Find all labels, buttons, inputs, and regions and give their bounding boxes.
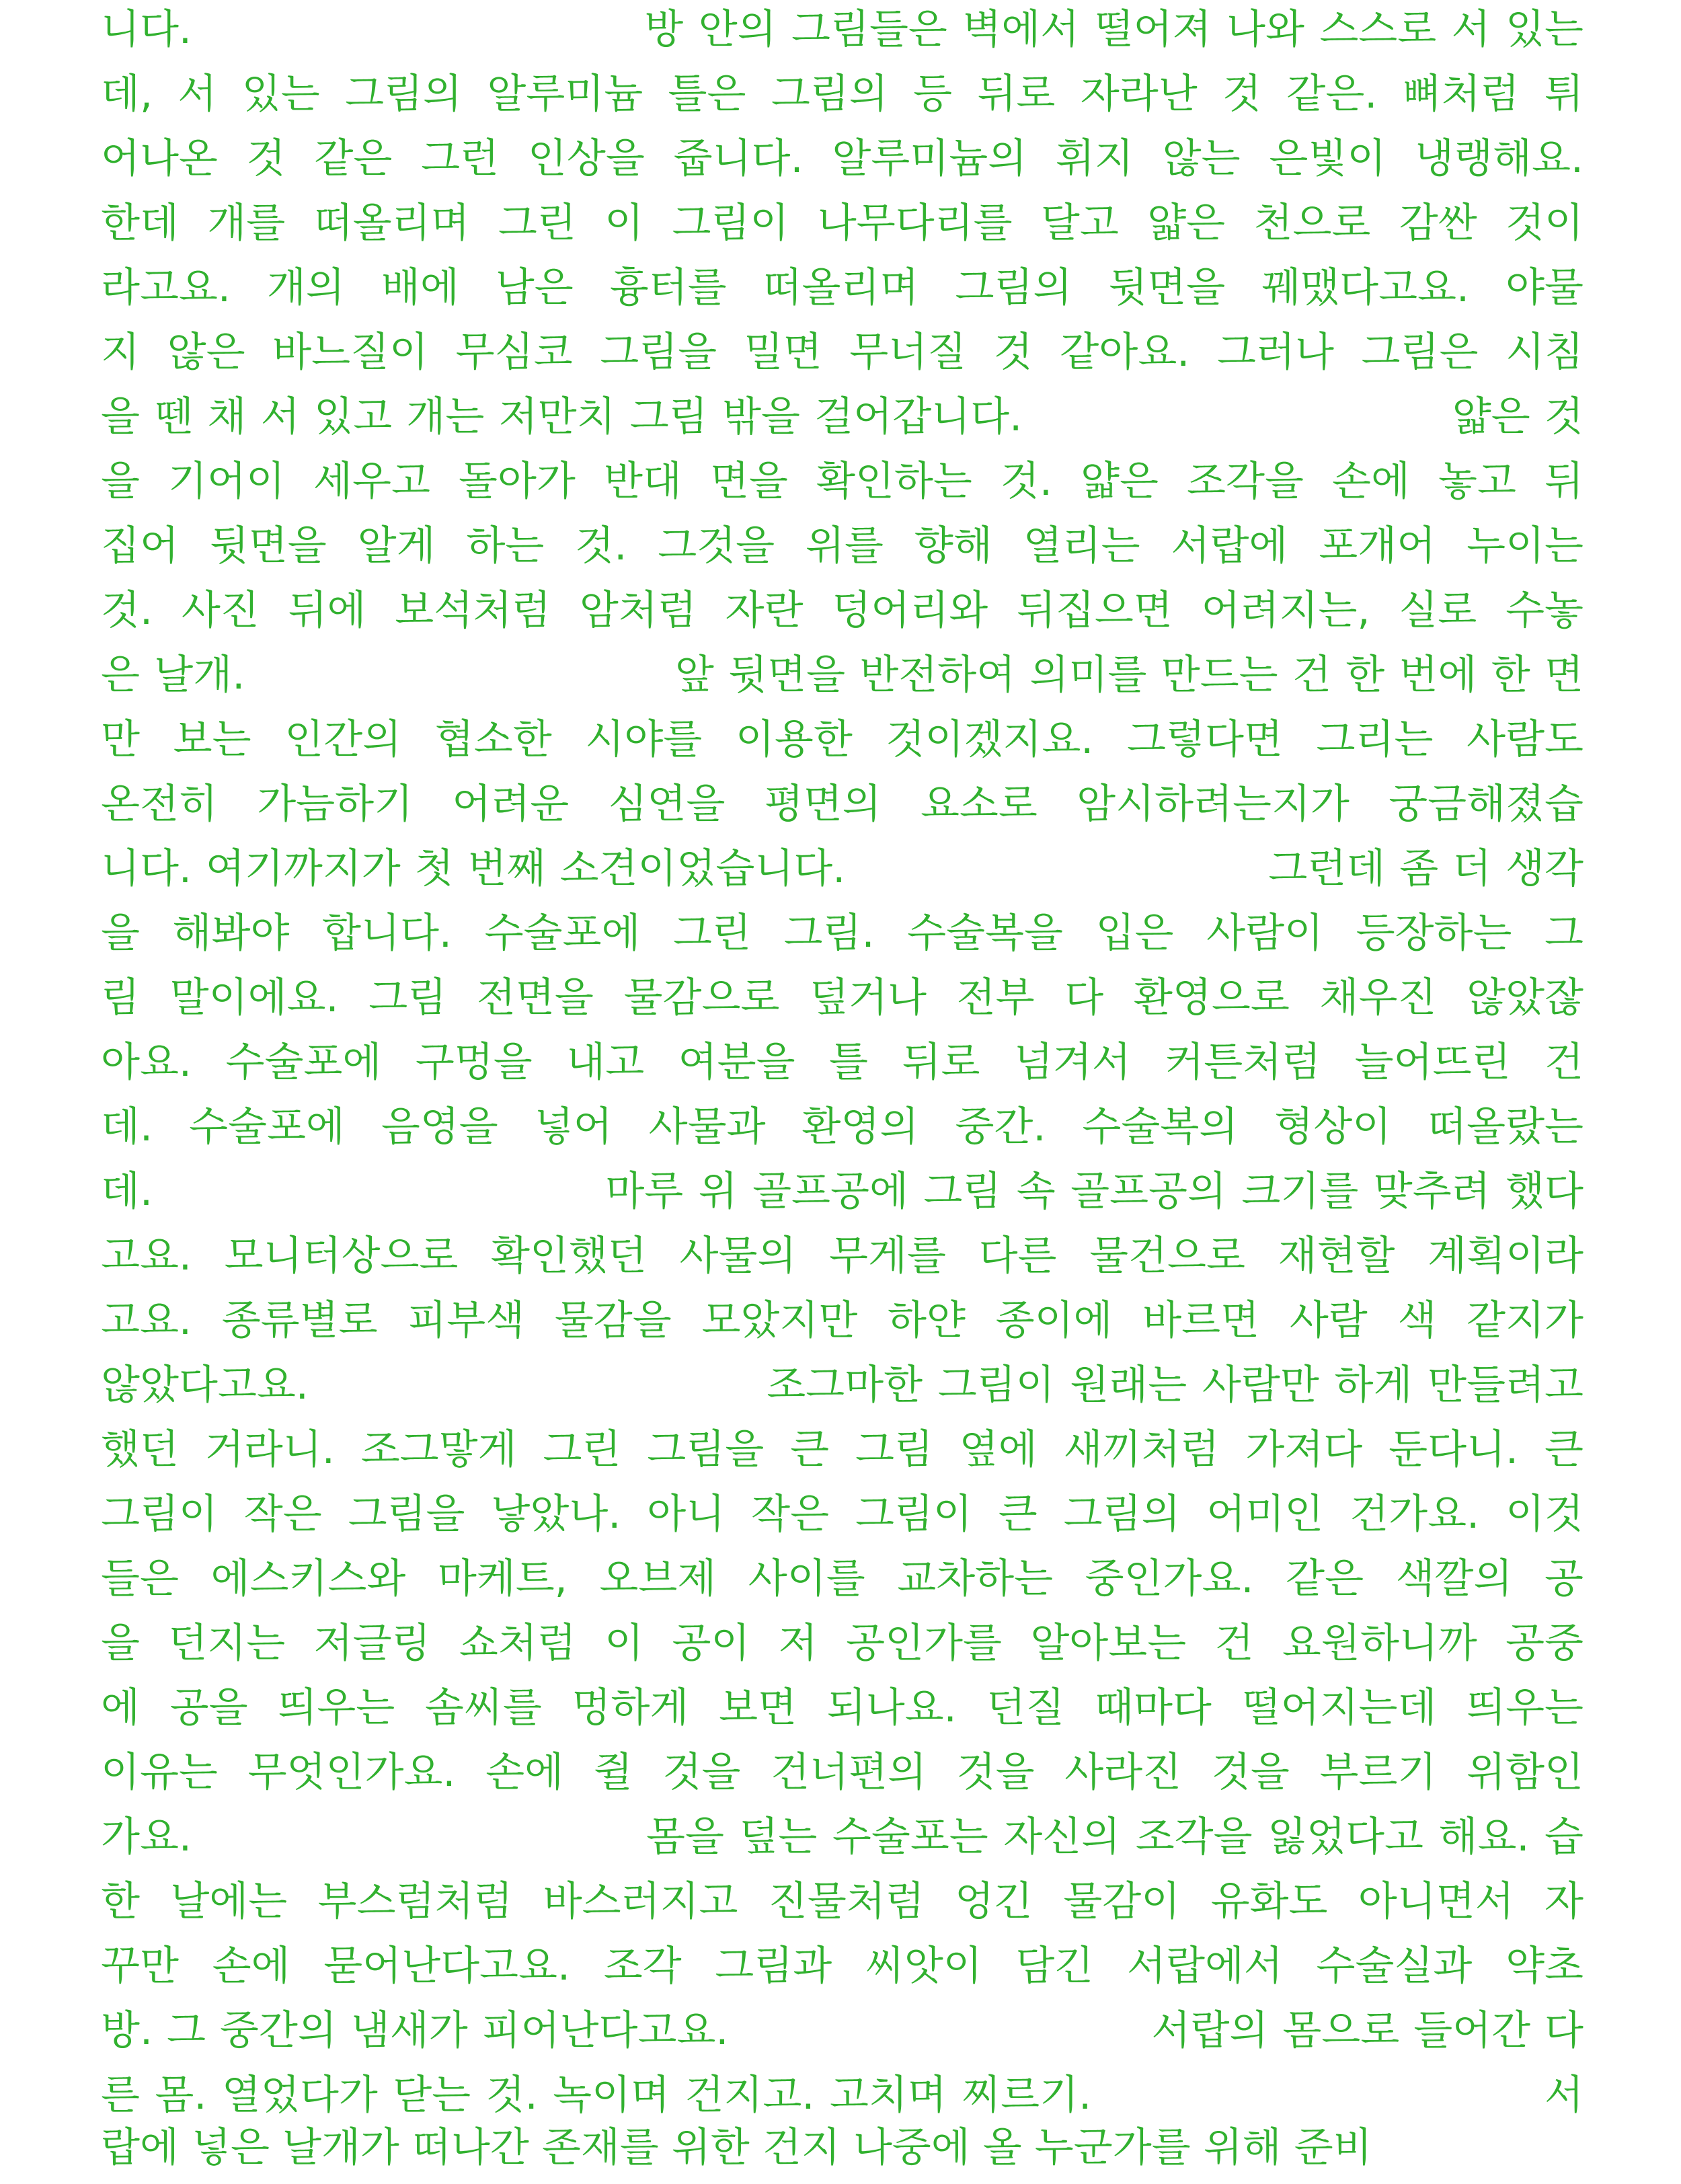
text-line: 을 해봐야 합니다. 수술포에 그린 그림. 수술복을 입은 사람이 등장하는 그 (101, 910, 1584, 957)
text-line: 니다. 여기까지가 첫 번째 소견이었습니다. 그런데 좀 더 생각 (101, 845, 1584, 892)
essay-page (101, 0, 1584, 2182)
text-line: 라고요. 개의 배에 남은 흉터를 떠올리며 그림의 뒷면을 꿰맸다고요. 야물 (101, 264, 1584, 311)
text-line: 아요. 수술포에 구멍을 내고 여분을 틀 뒤로 넘겨서 커튼처럼 늘어뜨린 건 (101, 1039, 1584, 1086)
text-line: 을 기어이 세우고 돌아가 반대 면을 확인하는 것. 얇은 조각을 손에 놓고 뒤 (101, 458, 1584, 505)
text-line: 이유는 무엇인가요. 손에 쥘 것을 건너편의 것을 사라진 것을 부르기 위함인 (101, 1749, 1584, 1796)
text-line: 방. 그 중간의 냄새가 피어난다고요. 서랍의 몸으로 들어간 다 (101, 2007, 1584, 2054)
text-line: 꾸만 손에 묻어난다고요. 조각 그림과 씨앗이 담긴 서랍에서 수술실과 약초 (101, 1943, 1584, 1990)
text-line: 데. 마루 위 골프공에 그림 속 골프공의 크기를 맞추려 했다 (101, 1168, 1584, 1215)
text-line: 지 않은 바느질이 무심코 그림을 밀면 무너질 것 같아요. 그러나 그림은 시침 (101, 329, 1584, 376)
text-line: 그림이 작은 그림을 낳았나. 아니 작은 그림이 큰 그림의 어미인 건가요. 이것 (101, 1491, 1584, 1538)
text-line: 데, 서 있는 그림의 알루미늄 틀은 그림의 등 뒤로 자라난 것 같은. 뼈처럼 튀 (101, 71, 1584, 118)
text-line: 고요. 모니터상으로 확인했던 사물의 무게를 다른 물건으로 재현할 계획이라 (101, 1233, 1584, 1280)
text-line: 른 몸. 열었다가 닫는 것. 녹이며 건지고. 고치며 찌르기. 서 (101, 2072, 1584, 2119)
text-line: 않았다고요. 조그마한 그림이 원래는 사람만 하게 만들려고 (101, 1362, 1584, 1409)
text-line: 것. 사진 뒤에 보석처럼 암처럼 자란 덩어리와 뒤집으면 어려지는, 실로 수놓 (101, 587, 1584, 634)
text-line: 고요. 종류별로 피부색 물감을 모았지만 하얀 종이에 바르면 사람 색 같지가 (101, 1297, 1584, 1344)
text-line: 한데 개를 떠올리며 그린 이 그림이 나무다리를 달고 얇은 천으로 감싼 것이 (101, 200, 1584, 247)
text-line: 만 보는 인간의 협소한 시야를 이용한 것이겠지요. 그렇다면 그리는 사람도 (101, 716, 1584, 763)
text-line: 한 날에는 부스럼처럼 바스러지고 진물처럼 엉긴 물감이 유화도 아니면서 자 (101, 1878, 1584, 1925)
text-line: 에 공을 띄우는 솜씨를 멍하게 보면 되나요. 던질 때마다 떨어지는데 띄우는 (101, 1684, 1584, 1731)
text-line: 온전히 가늠하기 어려운 심연을 평면의 요소로 암시하려는지가 궁금해졌습 (101, 781, 1584, 828)
text-line: 집어 뒷면을 알게 하는 것. 그것을 위를 향해 열리는 서랍에 포개어 누이는 (101, 522, 1584, 570)
text-line: 데. 수술포에 음영을 넣어 사물과 환영의 중간. 수술복의 형상이 떠올랐는 (101, 1103, 1584, 1150)
text-line: 들은 에스키스와 마케트, 오브제 사이를 교차하는 중인가요. 같은 색깔의 공 (101, 1555, 1584, 1602)
text-line: 림 말이에요. 그림 전면을 물감으로 덮거나 전부 다 환영으로 채우진 않았잖 (101, 974, 1584, 1021)
text-line: 을 뗀 채 서 있고 개는 저만치 그림 밖을 걸어갑니다. 얇은 것 (101, 393, 1584, 440)
text-line: 가요. 몸을 덮는 수술포는 자신의 조각을 잃었다고 해요. 습 (101, 1814, 1584, 1861)
text-line: 했던 거라니. 조그맣게 그린 그림을 큰 그림 옆에 새끼처럼 가져다 둔다니. 큰 (101, 1426, 1584, 1473)
text-line: 은 날개. 앞 뒷면을 반전하여 의미를 만드는 건 한 번에 한 면 (101, 652, 1584, 699)
text-line: 을 던지는 저글링 쇼처럼 이 공이 저 공인가를 알아보는 건 요원하니까 공중 (101, 1620, 1584, 1667)
text-line: 랍에 넣은 날개가 떠나간 존재를 위한 건지 나중에 올 누군가를 위해 준비 (101, 2124, 1372, 2171)
text-line: 니다. 방 안의 그림들은 벽에서 떨어져 나와 스스로 서 있는 (101, 6, 1584, 53)
text-line: 어나온 것 같은 그런 인상을 줍니다. 알루미늄의 휘지 않는 은빛이 냉랭해요. (101, 135, 1584, 182)
